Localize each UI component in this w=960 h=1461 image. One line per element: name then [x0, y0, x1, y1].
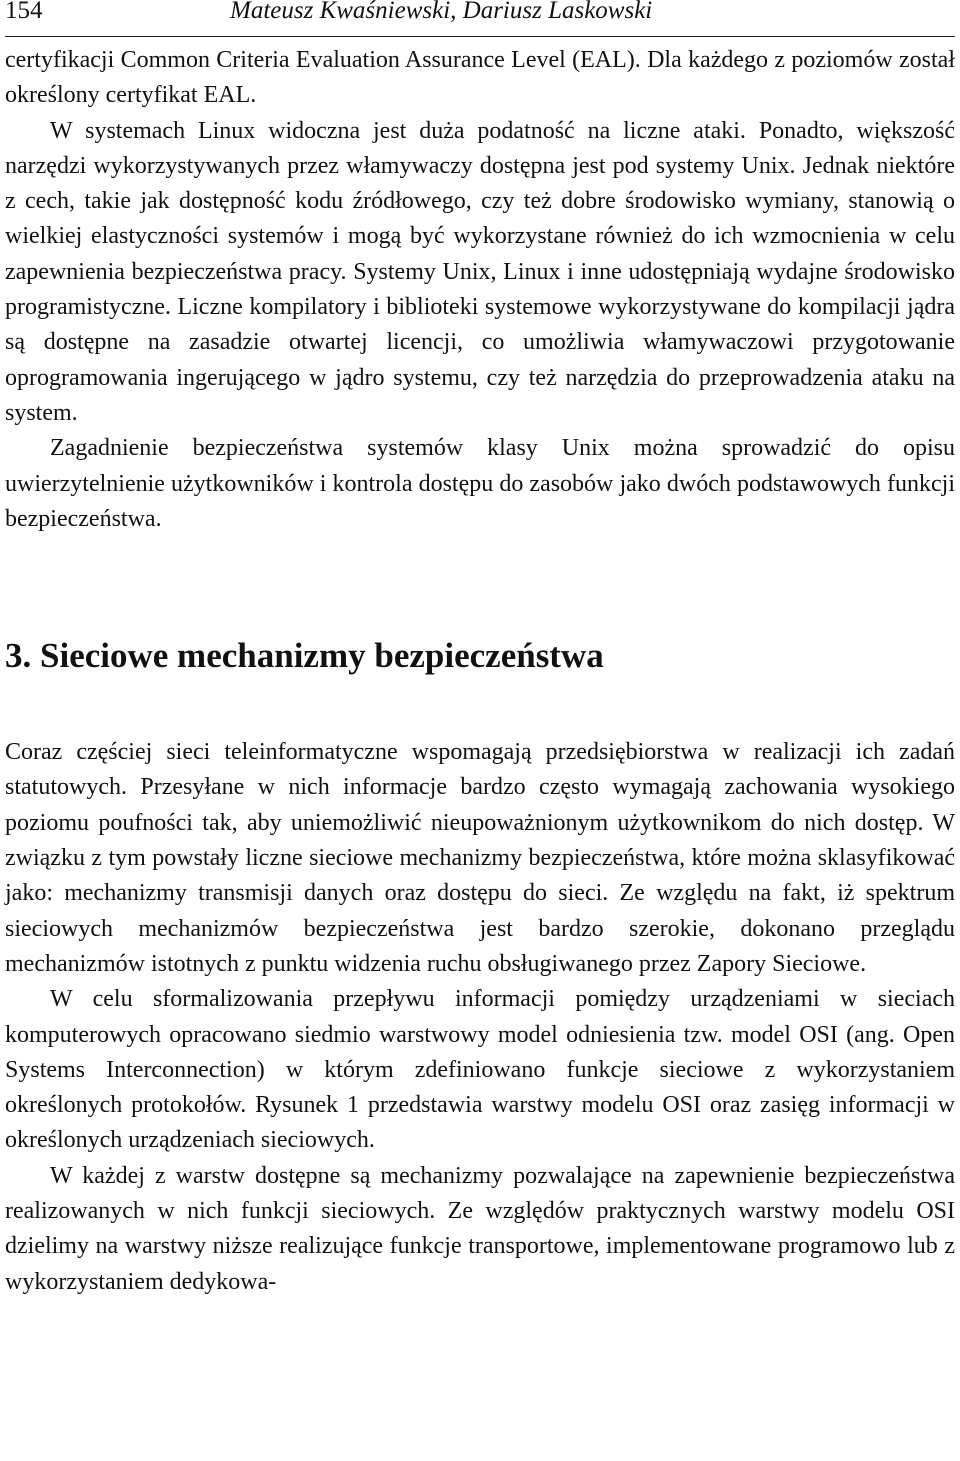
paragraph: W każdej z warstw dostępne są mechanizmy pozwalające na zapewnienie bezpieczeństwa realizowanych w nich funkcji sieciowych. Ze względów praktycznych warstwy modelu OSI dzielimy na warstwy niższe realizujące funkcje transportowe, implementowane programowo lub z wykorzystaniem dedykowa-: [5, 1162, 955, 1295]
text-block-top: [5, 43, 955, 537]
running-header-authors: Mateusz Kwaśniewski, Dariusz Laskowski: [230, 0, 653, 24]
section-heading: 3. Sieciowe mechanizmy bezpieczeństwa: [5, 636, 604, 676]
paragraph: W celu sformalizowania przepływu informacji pomiędzy urządzeniami w sieciach komputerowych opracowano siedmio warstwowy model odniesienia tzw. model OSI (ang. Open Systems Interconnection) w którym zdefiniowano funkcje sieciowe z wykorzystaniem określonych protokołów. Rysunek 1 przedstawia warstwy modelu OSI oraz zasięg informacji w określonych urządzeniach sieciowych.: [5, 986, 955, 1154]
book-page: [5, 0, 955, 1300]
paragraph: W systemach Linux widoczna jest duża podatność na liczne ataki. Ponadto, większość narzędzi wykorzystywanych przez włamywaczy dostępna jest pod systemy Unix. Jednak niektóre z cech, takie jak dostępność kodu źródłowego, czy też dobre środowisko wymiany, stanowią o wielkiej elastyczności systemów i mogą być wykorzystane również do ich wzmocnienia w celu zapewnienia bezpieczeństwa pracy. Systemy Unix, Linux i inne udostępniają wydajne środowisko programistyczne. Liczne kompilatory i biblioteki systemowe wykorzystywane do kompilacji jądra są dostępne na zasadzie otwartej licencji, co umożliwia włamywaczowi przygotowanie oprogramowania ingerującego w jądro systemu, czy też narzędzia do przeprowadzenia ataku na system.: [5, 117, 955, 426]
text-block-bottom: [5, 735, 955, 1300]
paragraph: Zagadnienie bezpieczeństwa systemów klasy Unix można sprowadzić do opisu uwierzytelnienie użytkowników i kontrola dostępu do zasobów jako dwóch podstawowych funkcji bezpieczeństwa.: [5, 435, 955, 532]
page-number: 154: [5, 0, 43, 24]
paragraph: certyfikacji Common Criteria Evaluation Assurance Level (EAL). Dla każdego z poziomów został określony certyfikat EAL.: [5, 47, 955, 109]
paragraph: Coraz częściej sieci teleinformatyczne wspomagają przedsiębiorstwa w realizacji ich zadań statutowych. Przesyłane w nich informacje bardzo często wymagają zachowania wysokiego poziomu poufności tak, aby uniemożliwić nieupoważnionym użytkownikom do nich dostęp. W związku z tym powstały liczne sieciowe mechanizmy bezpieczeństwa, które można sklasyfikować jako: mechanizmy transmisji danych oraz dostępu do sieci. Ze względu na fakt, iż spektrum sieciowych mechanizmów bezpieczeństwa jest bardzo szerokie, dokonano przeglądu mechanizmów istotnych z punktu widzenia ruchu obsługiwanego przez Zapory Sieciowe.: [5, 739, 955, 977]
running-header: [5, 0, 955, 37]
